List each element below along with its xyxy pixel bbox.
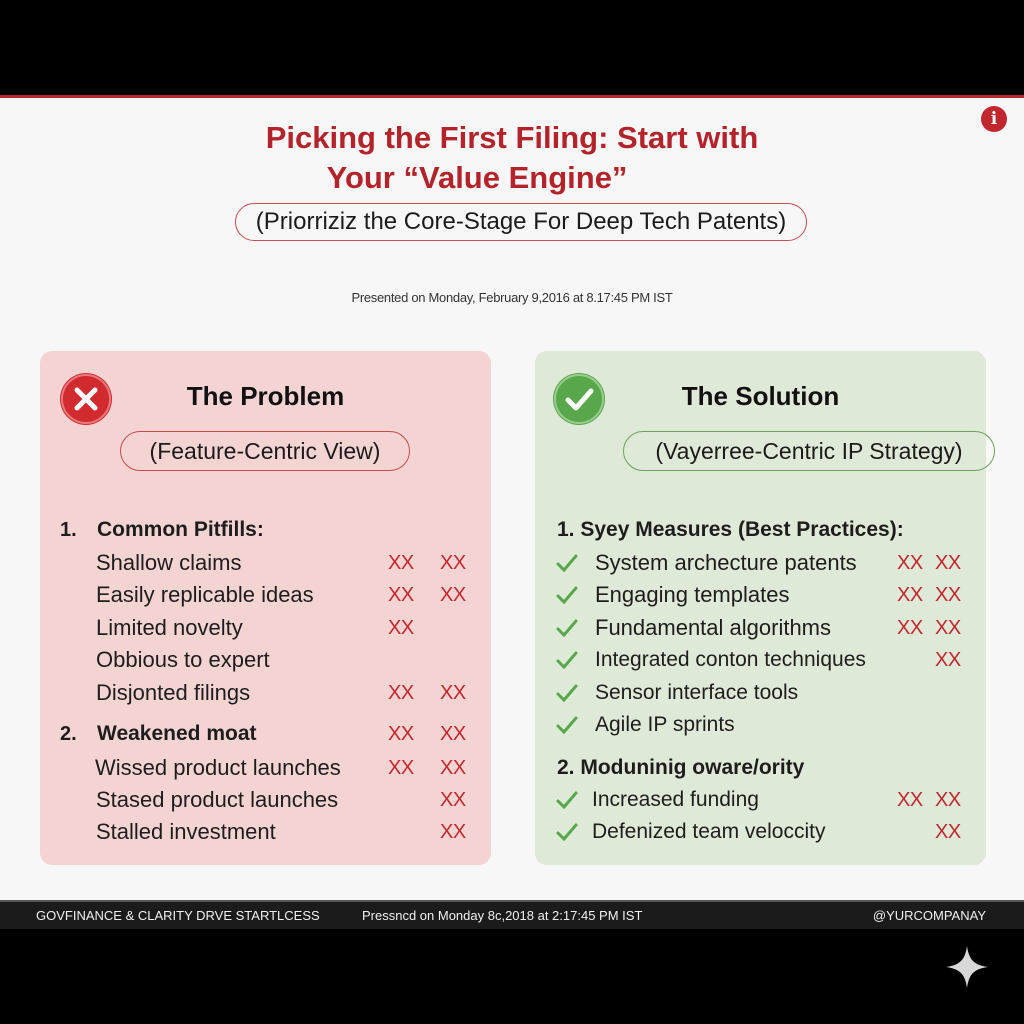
list-item: Engaging templates bbox=[595, 582, 790, 607]
check-icon bbox=[555, 681, 579, 705]
check-icon bbox=[555, 616, 579, 640]
list-item: Stased product launches bbox=[96, 787, 339, 812]
check-icon bbox=[555, 583, 579, 607]
xx-mark: XX bbox=[897, 552, 923, 574]
slide-subtitle: (Priorriziz the Core-Stage For Deep Tech Patents) bbox=[235, 203, 807, 241]
check-icon bbox=[555, 551, 579, 575]
xx-mark: XX bbox=[440, 723, 466, 745]
list-item: Easily replicable ideas bbox=[96, 582, 314, 607]
xx-mark: XX bbox=[440, 757, 466, 779]
xx-mark: XX bbox=[935, 617, 961, 639]
title-line-1: Picking the First Filing: Start with bbox=[265, 120, 759, 155]
list-item: Increased funding bbox=[592, 788, 759, 811]
xx-mark: XX bbox=[935, 821, 961, 843]
check-icon bbox=[555, 788, 579, 812]
list-item: Sensor interface tools bbox=[595, 681, 799, 704]
slide-title bbox=[0, 118, 1024, 198]
xx-mark: XX bbox=[388, 682, 414, 704]
xx-mark: XX bbox=[388, 757, 414, 779]
footer-handle[interactable]: @YURCOMPANAY bbox=[872, 908, 986, 923]
xx-mark: XX bbox=[935, 789, 961, 811]
section-heading: 1. Syey Measures (Best Practices): bbox=[557, 518, 904, 541]
problem-card bbox=[40, 351, 491, 865]
xx-mark: XX bbox=[440, 584, 466, 606]
problem-title: The Problem bbox=[186, 381, 345, 411]
list-item: Agile IP sprints bbox=[595, 713, 735, 736]
section-number: 1. bbox=[60, 519, 77, 541]
xx-mark: XX bbox=[388, 723, 414, 745]
xx-mark: XX bbox=[440, 552, 466, 574]
solution-pill: (Vayerree-Centric IP Strategy) bbox=[623, 431, 995, 471]
list-item: Limited novelty bbox=[96, 615, 243, 640]
list-item: Shallow claims bbox=[96, 550, 242, 575]
xx-mark: XX bbox=[440, 789, 466, 811]
check-icon bbox=[555, 820, 579, 844]
xx-mark: XX bbox=[935, 649, 961, 671]
section-heading: Common Pitfills: bbox=[97, 518, 264, 541]
xx-mark: XX bbox=[897, 789, 923, 811]
xx-mark: XX bbox=[935, 584, 961, 606]
title-line-2: Your “Value Engine” bbox=[326, 160, 628, 195]
footer-left-text: GOVFINANCE & CLARITY DRVE STARTLCESS bbox=[36, 908, 320, 923]
list-item: Stalled investment bbox=[96, 819, 276, 844]
section-number: 2. bbox=[60, 723, 77, 745]
solution-title: The Solution bbox=[681, 381, 840, 411]
list-item: Integrated conton techniques bbox=[595, 648, 866, 671]
xx-mark: XX bbox=[440, 682, 466, 704]
list-item: Disjonted filings bbox=[96, 680, 251, 705]
footer-bar bbox=[0, 900, 1024, 929]
xx-mark: XX bbox=[897, 617, 923, 639]
xx-mark: XX bbox=[897, 584, 923, 606]
list-item: Fundamental algorithms bbox=[595, 615, 832, 640]
section-heading: Weakened moat bbox=[97, 722, 257, 745]
list-item: System archecture patents bbox=[595, 550, 857, 575]
sparkle-icon bbox=[944, 944, 990, 990]
presented-date: Presented on Monday, February 9,2016 at 8.17:45 PM IST bbox=[351, 290, 673, 305]
check-icon bbox=[555, 713, 579, 737]
check-icon bbox=[555, 648, 579, 672]
xx-mark: XX bbox=[388, 617, 414, 639]
xx-mark: XX bbox=[935, 552, 961, 574]
xx-mark: XX bbox=[388, 584, 414, 606]
info-icon[interactable]: i bbox=[981, 106, 1007, 132]
list-item: Defenized team veloccity bbox=[592, 820, 826, 843]
list-item: Obbious to expert bbox=[96, 647, 270, 672]
section-heading: 2. Moduninig oware/ority bbox=[557, 756, 805, 779]
xx-mark: XX bbox=[388, 552, 414, 574]
solution-card bbox=[535, 351, 986, 865]
list-item: Wissed product launches bbox=[95, 755, 341, 780]
slide bbox=[0, 95, 1024, 900]
xx-mark: XX bbox=[440, 821, 466, 843]
problem-pill: (Feature-Centric View) bbox=[120, 431, 410, 471]
footer-date: Pressncd on Monday 8c,2018 at 2:17:45 PM IST bbox=[362, 908, 643, 923]
